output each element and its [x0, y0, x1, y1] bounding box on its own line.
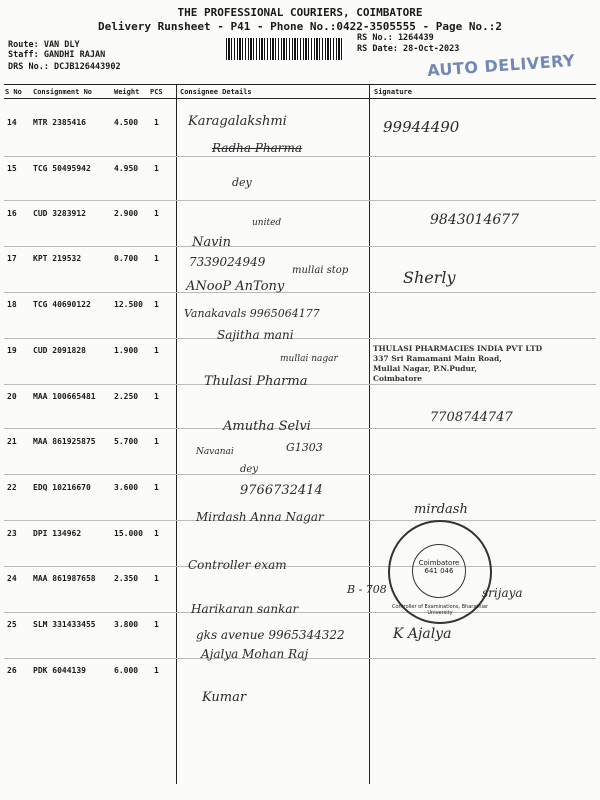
row-divider [4, 156, 596, 157]
row-consignment: EDQ 10216670 [33, 483, 91, 492]
row-consignment: MAA 100665481 [33, 392, 96, 401]
rs-number: RS No.: 1264439 [357, 33, 434, 43]
row-pcs: 1 [154, 118, 159, 127]
col-sno: S No [5, 88, 22, 96]
row-sno: 20 [7, 392, 17, 401]
handwritten-note: united [252, 218, 282, 228]
seal-city: Coimbatore [418, 559, 460, 567]
col-signature: Signature [374, 88, 412, 96]
row-consignment: SLM 331433455 [33, 620, 96, 629]
university-seal [388, 520, 492, 624]
row-pcs: 1 [154, 346, 159, 355]
table-row [0, 254, 600, 304]
route-label: Route: VAN DLY [8, 40, 80, 50]
handwritten-name: Mirdash Anna Nagar [196, 510, 324, 524]
row-sno: 18 [7, 300, 17, 309]
handwritten-name: Kumar [202, 690, 247, 705]
barcode [226, 38, 344, 60]
handwritten-signature: K Ajalya [393, 626, 452, 642]
row-weight: 2.900 [114, 209, 139, 218]
handwritten-note: Navanai [196, 447, 234, 457]
row-weight: 5.700 [114, 437, 139, 446]
row-pcs: 1 [154, 392, 159, 401]
row-sno: 17 [7, 254, 17, 263]
table-row [0, 666, 600, 716]
row-consignment: TCG 50495942 [33, 164, 91, 173]
company-title: THE PROFESSIONAL COURIERS, COIMBATORE [177, 6, 423, 19]
pharmacy-city: Coimbatore [373, 374, 423, 383]
row-divider [4, 246, 596, 247]
row-sno: 21 [7, 437, 17, 446]
handwritten-name: Controller exam [188, 558, 287, 572]
row-consignment: DPI 134962 [33, 529, 82, 538]
pharmacy-stamp [373, 344, 542, 384]
row-weight: 4.500 [114, 118, 139, 127]
row-pcs: 1 [154, 254, 159, 263]
handwritten-signature: mirdash [414, 502, 468, 517]
row-weight: 2.250 [114, 392, 139, 401]
drs-number: DRS No.: DCJB126443902 [8, 62, 121, 72]
runsheet-subtitle: Delivery Runsheet - P41 - Phone No.:0422-3505555 - Page No.:2 [98, 20, 502, 33]
handwritten-phone: 7339024949 [189, 255, 266, 269]
row-divider [4, 474, 596, 475]
row-consignment: MAA 861925875 [33, 437, 96, 446]
handwritten-phone: 9843014677 [430, 212, 520, 228]
staff-label: Staff: GANDHI RAJAN [8, 50, 106, 60]
handwritten-name: Navin [192, 235, 231, 250]
row-sno: 15 [7, 164, 17, 173]
row-consignment: KPT 219532 [33, 254, 82, 263]
row-sno: 25 [7, 620, 17, 629]
handwritten-name: ANooP AnTony [186, 279, 285, 294]
row-divider [4, 566, 596, 567]
handwritten-address: gks avenue 9965344322 [196, 628, 345, 642]
col-consignee: Consignee Details [180, 88, 252, 96]
handwritten-name: Thulasi Pharma [204, 374, 308, 389]
row-sno: 16 [7, 209, 17, 218]
row-sno: 24 [7, 574, 17, 583]
auto-delivery-stamp: AUTO DELIVERY [426, 50, 576, 81]
row-weight: 1.900 [114, 346, 139, 355]
table-top-line [4, 84, 596, 85]
handwritten-note: dey [232, 176, 252, 189]
seal-center [412, 544, 466, 598]
row-weight: 15.000 [114, 529, 143, 538]
handwritten-name: Sajitha mani [217, 328, 294, 342]
col-weight: Weight [114, 88, 140, 96]
col-consignment: Consignment No [33, 88, 93, 96]
handwritten-signature: srijaya [482, 586, 523, 600]
row-pcs: 1 [154, 620, 159, 629]
handwritten-name: Amutha Selvi [223, 419, 311, 434]
row-weight: 0.700 [114, 254, 139, 263]
row-pcs: 1 [154, 666, 159, 675]
row-pcs: 1 [154, 437, 159, 446]
row-pcs: 1 [154, 209, 159, 218]
row-sno: 23 [7, 529, 17, 538]
table-row [0, 529, 600, 579]
handwritten-note: dey [240, 464, 258, 475]
rs-date: RS Date: 28-Oct-2023 [357, 44, 460, 54]
row-weight: 4.950 [114, 164, 139, 173]
row-consignment: MAA 861987658 [33, 574, 96, 583]
col-pcs: PCS [150, 88, 163, 96]
row-consignment: CUD 3283912 [33, 209, 86, 218]
row-weight: 2.350 [114, 574, 139, 583]
row-consignment: CUD 2091828 [33, 346, 86, 355]
row-sno: 14 [7, 118, 17, 127]
handwritten-phone: 7708744747 [430, 410, 513, 425]
handwritten-name: Ajalya Mohan Raj [201, 647, 309, 661]
row-divider [4, 292, 596, 293]
handwritten-signature: Sherly [403, 268, 456, 287]
handwritten-note: mullai nagar [280, 354, 338, 364]
row-sno: 19 [7, 346, 17, 355]
handwritten-note: G1303 [286, 441, 323, 454]
row-consignment: MTR 2385416 [33, 118, 86, 127]
row-weight: 12.500 [114, 300, 143, 309]
handwritten-note: B - 708 [347, 583, 387, 596]
pharmacy-address: 337 Sri Ramamani Main Road, [373, 354, 502, 363]
row-sno: 22 [7, 483, 17, 492]
row-sno: 26 [7, 666, 17, 675]
row-weight: 3.600 [114, 483, 139, 492]
seal-ring-text: Controller of Examinations, Bharathiar University [391, 604, 489, 616]
handwritten-phone: 9766732414 [240, 483, 323, 498]
row-pcs: 1 [154, 574, 159, 583]
pharmacy-address: Mullai Nagar, P.N.Pudur, [373, 364, 478, 373]
row-divider [4, 612, 596, 613]
table-header-line [4, 98, 596, 99]
row-pcs: 1 [154, 300, 159, 309]
handwritten-name: Radha Pharma [212, 141, 303, 155]
table-row [0, 164, 600, 214]
handwritten-note: mullai stop [292, 265, 349, 276]
row-pcs: 1 [154, 483, 159, 492]
handwritten-name: Karagalakshmi [188, 114, 287, 129]
row-weight: 6.000 [114, 666, 139, 675]
row-weight: 3.800 [114, 620, 139, 629]
row-divider [4, 200, 596, 201]
pharmacy-name: THULASI PHARMACIES INDIA PVT LTD [373, 344, 543, 353]
seal-pin: 641 046 [424, 567, 454, 575]
handwritten-phone: 99944490 [383, 118, 460, 136]
handwritten-phone: Vanakavals 9965064177 [184, 307, 320, 320]
row-pcs: 1 [154, 529, 159, 538]
row-consignment: PDK 6044139 [33, 666, 86, 675]
row-divider [4, 338, 596, 339]
row-pcs: 1 [154, 164, 159, 173]
row-consignment: TCG 40690122 [33, 300, 91, 309]
handwritten-name: Harikaran sankar [191, 602, 299, 616]
